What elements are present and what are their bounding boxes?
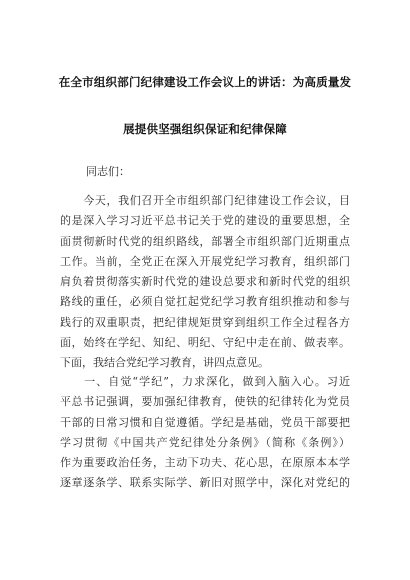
paragraph-line: 干部的日常习惯和自觉遵循。学纪是基础，党员干部要把 (60, 415, 350, 429)
paragraph-2 (60, 372, 350, 494)
paragraph-line: 平总书记强调，要加强纪律教育，使铁的纪律转化为党员 (60, 395, 350, 409)
paragraph-line: 的是深入学习习近平总书记关于党的建设的重要思想，全 (60, 214, 350, 228)
paragraph-line: 面，始终在学纪、知纪、明纪、守纪中走在前、做表率。 (60, 336, 350, 350)
paragraph-line: 工作。当前，全党正在深入开展党纪学习教育，组织部门 (60, 254, 350, 268)
paragraph-line: 践行的双重职责，把纪律规矩贯穿到组织工作全过程各方 (60, 315, 350, 329)
paragraph-line: 逐章逐条学、联系实际学、新旧对照学中，深化对党纪的 (60, 476, 350, 490)
document-title-line-2: 展提供坚强组织保证和纪律保障 (123, 122, 287, 136)
paragraph-line: 肩负着贯彻落实新时代党的建设总要求和新时代党的组织 (60, 275, 350, 289)
paragraph-line: 路线的重任，必须自觉扛起党纪学习教育组织推动和参与 (60, 295, 350, 309)
paragraph-line: 今天，我们召开全市组织部门纪律建设工作会议，目 (60, 194, 350, 207)
paragraph-line: 作为重要政治任务，主动下功夫、花心思，在原原本本学 (60, 456, 350, 470)
paragraph-line: 下面，我结合党纪学习教育，讲四点意见。 (60, 356, 269, 370)
document-title-line-1: 在全市组织部门纪律建设工作会议上的讲话：为高质量发 (58, 75, 352, 89)
paragraph-1 (60, 191, 350, 374)
salutation: 同志们： (86, 165, 130, 178)
paragraph-line: 面贯彻新时代党的组织路线，部署全市组织部门近期重点 (60, 234, 350, 248)
paragraph-line: 一、自觉“学纪”，力求深化，做到入脑入心。习近 (60, 375, 350, 388)
paragraph-line: 学习贯彻《中国共产党纪律处分条例》（简称《条例》） (60, 435, 350, 449)
